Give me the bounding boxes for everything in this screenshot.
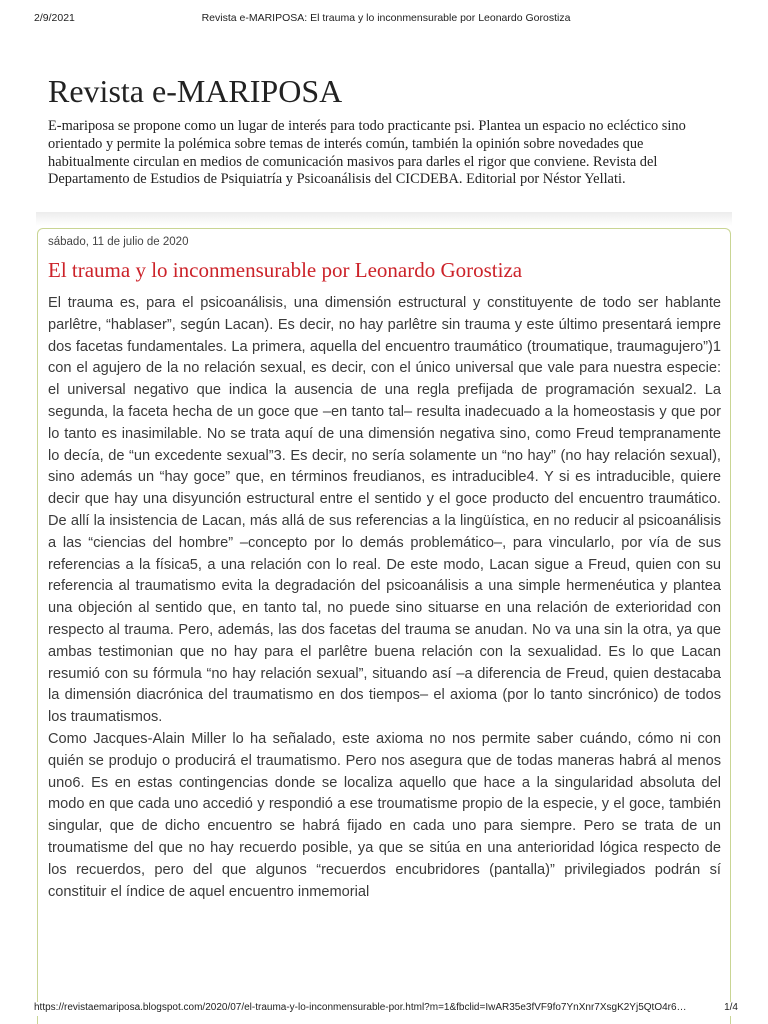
header-divider (36, 212, 732, 226)
post-paragraph: El trauma es, para el psicoanálisis, una dimensión estructural y constituyente de todo ser hablante parlêtre, “hablaser”, según Lacan). Es decir, no hay parlêtre sin trauma y este último presentará iempre dos facetas fundamentales. La primera, aquella del encuentro traumático (troumatique, traumagujero”)1 con el agujero de la no relación sexual, es decir, con el único universal que vale para nuestra especie: el universal negativo que indica la ausencia de una regla prefijada de programación sexual2. La segunda, la faceta hecha de un goce que –en tanto tal– resulta inadecuado a la homeostasis y que por lo tanto es inasimilable. No se trata aquí de una dimensión negativa sino, como Freud tempranamente lo decía, de “un excedente sexual”3. Es decir, no sería solamente un “no hay” (no hay relación sexual), sino además un “hay goce” que, en términos freudianos, es intraducible4. Y si es intraducible, quiere decir que hay una disyunción estructural entre el sentido y el goce producto del encuentro traumático. De allí la insistencia de Lacan, más allá de sus referencias a la lingüística, en no reducir al psicoanálisis a las “ciencias del hombre” –concepto por lo demás problemático–, para vincularlo, por vía de sus referencias a la física5, a una relación con lo real. De este modo, Lacan sigue a Freud, quien con su referencia al traumatismo evita la degradación del psicoanálisis a una simple hermenéutica y plantea una objeción al sentido que, en tanto tal, no puede sino situarse en una relación de exterioridad con respecto al trauma. Pero, además, las dos facetas del trauma se anudan. No va una sin la otra, ya que ambas testimonian que no hay para el parlêtre buena relación con la sexualidad. Es lo que Lacan resumió con su fórmula “no hay relación sexual”, situando así –a diferencia de Freud, quien destacaba la dimensión diacrónica del traumatismo en dos tiempos– el axioma (por lo tanto sincrónico) de todos los traumatismos. (48, 295, 721, 726)
post-date: sábado, 11 de julio de 2020 (48, 236, 189, 248)
print-header (34, 12, 738, 28)
post-container (37, 228, 731, 1024)
post-body (48, 293, 721, 903)
post-paragraph: Como Jacques-Alain Miller lo ha señalado, este axioma no nos permite saber cuándo, cómo ni con quién se produjo o producirá el traumatismo. Pero nos asegura que de todas maneras habrá al menos uno6. Es en estas contingencias donde se localiza aquello que hace a la singularidad absoluta del modo en que cada uno accedió y respondió a ese troumatisme propio de la especie, y el goce, también singular, que de dicho encuentro se habrá fijado en cada uno para siempre. Pero se trata de un troumatisme del que no hay recuerdo posible, ya que se sitúa en una anterioridad lógica respecto de los recuerdos, pero del que algunos “recuerdos encubridores (pantalla)” privilegiados podrán sí constituir el índice de aquel encuentro inmemorial (48, 730, 721, 900)
page-number: 1/4 (724, 1002, 738, 1013)
blog-description: E-mariposa se propone como un lugar de interés para todo practicante psi. Plantea un espacio no ecléctico sino orientado y permite la polémica sobre temas de interés común, también la opinión sobre novedades que habitualmente circulan en medios de comunicación masivos para darles el rigor que conviene. Revista del Departamento de Estudios de Psiquiatría y Psicoanálisis del CICDEBA. Editorial por Néstor Yellati. (48, 118, 686, 188)
print-date: 2/9/2021 (34, 12, 75, 24)
print-url[interactable]: https://revistaemariposa.blogspot.com/2020/07/el-trauma-y-lo-inconmensurable-por.html?m=1&fbclid=IwAR35e3fVF9fo7YnXnr7XsgK2Yj5QtO4r6… (34, 1002, 687, 1013)
print-document-title: Revista e-MARIPOSA: El trauma y lo inconmensurable por Leonardo Gorostiza (201, 12, 571, 24)
print-footer (34, 1002, 738, 1016)
blog-title[interactable]: Revista e-MARIPOSA (48, 73, 343, 109)
post-title[interactable]: El trauma y lo inconmensurable por Leonardo Gorostiza (48, 258, 523, 282)
blog-header (48, 72, 728, 189)
